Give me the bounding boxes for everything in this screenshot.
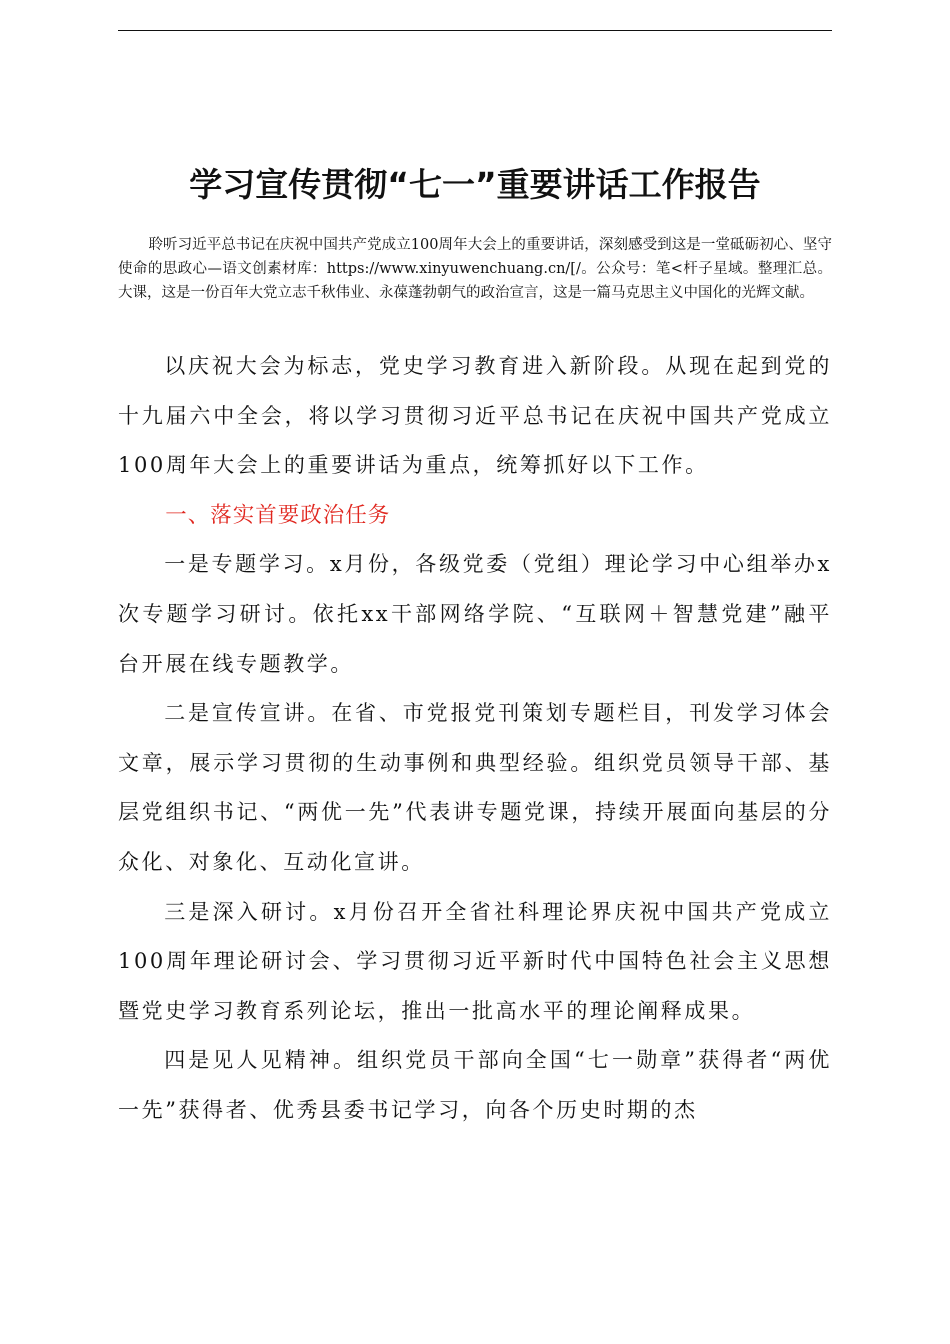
body-paragraph-5: 四是见人见精神。组织党员干部向全国“七一勋章”获得者“两优一先”获得者、优秀县委书记学习，向各个历史时期的杰 — [118, 1048, 832, 1122]
page-title: 学习宣传贯彻“七一”重要讲话工作报告 — [189, 165, 761, 204]
body-paragraph-1: 以庆祝大会为标志，党史学习教育进入新阶段。从现在起到党的十九届六中全会，将以学习贯彻习近平总书记在庆祝中国共产党成立100周年大会上的重要讲话为重点，统筹抓好以下工作。 — [118, 354, 832, 478]
intro-paragraph: 聆听习近平总书记在庆祝中国共产党成立100周年大会上的重要讲话，深刻感受到这是一堂砥砺初心、坚守使命的思政心—语文创素材库：https://www.xinyuwenchuang.cn/[/。公众号：笔<杆子星域。整理汇总。大课，这是一份百年大党立志千秋伟业、永葆蓬勃朝气的政治宣言，这是一篇马克思主义中国化的光辉文献。 — [118, 237, 832, 301]
body-paragraph-4: 三是深入研讨。x月份召开全省社科理论界庆祝中国共产党成立100周年理论研讨会、学习贯彻习近平新时代中国特色社会主义思想暨党史学习教育系列论坛，推出一批高水平的理论阐释成果。 — [118, 899, 832, 1023]
header-rule — [118, 30, 832, 31]
document-body — [118, 342, 832, 1136]
section-heading-1: 一、落实首要政治任务 — [165, 502, 391, 528]
body-paragraph-2: 一是专题学习。x月份，各级党委（党组）理论学习中心组举办x次专题学习研讨。依托xx干部网络学院、“互联网＋智慧党建”融平台开展在线专题教学。 — [118, 552, 832, 676]
body-paragraph-3: 二是宣传宣讲。在省、市党报党刊策划专题栏目，刊发学习体会文章，展示学习贯彻的生动事例和典型经验。组织党员领导干部、基层党组织书记、“两优一先”代表讲专题党课，持续开展面向基层的分众化、对象化、互动化宣讲。 — [118, 701, 832, 874]
